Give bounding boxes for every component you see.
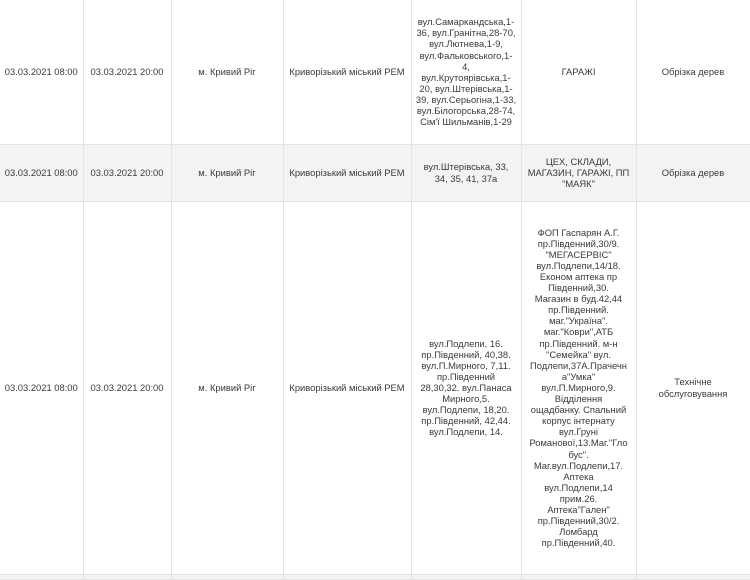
empty-cell	[283, 574, 411, 579]
reason-cell	[636, 201, 750, 574]
table-row	[0, 144, 750, 201]
cell-line: Технічне	[674, 376, 712, 388]
city-cell: м. Кривий Ріг	[171, 144, 283, 201]
rem-cell: Криворізький міський РЕМ	[283, 144, 411, 201]
cell-line: бус".	[568, 448, 589, 460]
cell-line: Ломбард	[559, 526, 598, 538]
cell-line: вул.Подлепи,14/18.	[536, 259, 621, 271]
end-time-cell: 03.03.2021 20:00	[83, 0, 171, 144]
cell-line: вул.Білогорська,28-74,	[416, 105, 516, 117]
cell-line: 36, вул.Гранітна,28-70,	[416, 27, 516, 39]
cell-line: Аптека"Гален"	[547, 503, 610, 515]
cell-line: пр.Південний,40.	[541, 537, 616, 549]
start-time-cell: 03.03.2021 08:00	[0, 0, 83, 144]
cell-line: 34, 35, 41, 37а	[434, 172, 498, 184]
cell-line: пр.Південний. м-н	[539, 337, 618, 349]
table-row	[0, 0, 750, 144]
cell-line: а"Умка"	[561, 370, 596, 382]
cell-line: Сім'ї Шильманів,1-29	[420, 116, 512, 128]
cell-line: пр.Південний,30/9.	[537, 237, 620, 249]
empty-cell	[171, 574, 283, 579]
cell-line: 20, вул.Штерівська,1-	[419, 82, 513, 94]
cell-line: вул.Подлепи,14	[544, 481, 613, 493]
cell-line: вул.Самаркандська,1-	[417, 16, 515, 28]
reason-cell	[636, 144, 750, 201]
empty-cell	[0, 574, 83, 579]
cell-line: ГАРАЖІ	[561, 66, 596, 78]
cell-line: маг."Коври",АТБ	[543, 326, 614, 338]
cell-line: МАГАЗИН, ГАРАЖІ, ПП	[527, 166, 630, 178]
cell-line: Обрізка дерев	[661, 66, 725, 78]
cell-line: вул.Подлепи, 14.	[429, 426, 503, 438]
city-cell: м. Кривий Ріг	[171, 201, 283, 574]
end-time-cell: 03.03.2021 20:00	[83, 201, 171, 574]
table-row	[0, 201, 750, 574]
cell-line: ЦЕХ, СКЛАДИ,	[545, 155, 612, 167]
cell-line: 28,30,32. вул.Панаса	[420, 381, 512, 393]
rem-cell: Криворізький міський РЕМ	[283, 0, 411, 144]
cell-line: вул.П.Мирного,9.	[541, 381, 616, 393]
cell-line: Південний,30.	[548, 282, 609, 294]
cell-line: маг."Україна".	[549, 315, 608, 327]
cell-line: Мирного,5.	[442, 393, 490, 405]
end-time-cell: 03.03.2021 20:00	[83, 144, 171, 201]
empty-cell	[636, 574, 750, 579]
cell-line: Подлепи,37А.Прачечн	[530, 359, 627, 371]
start-time-cell: 03.03.2021 08:00	[0, 201, 83, 574]
cell-line: Економ аптека пр	[539, 271, 618, 283]
cell-line: вул.Штерівська, 33,	[423, 161, 509, 173]
reason-cell	[636, 0, 750, 144]
cell-line: корпус інтернату	[542, 415, 615, 427]
cell-line: вул.Фальковського,1-	[419, 49, 513, 61]
start-time-cell: 03.03.2021 08:00	[0, 144, 83, 201]
objects-cell	[521, 0, 636, 144]
cell-line: Відділення	[554, 393, 603, 405]
cell-line: 4,	[462, 60, 470, 72]
cell-line: пр.Південний, 40,38.	[421, 348, 511, 360]
cell-line: обслуговування	[658, 387, 728, 399]
cell-line: Обрізка дерев	[661, 166, 725, 178]
city-cell: м. Кривий Ріг	[171, 0, 283, 144]
cell-line: вул.Груні	[559, 426, 598, 438]
cell-line: пр.Південний.	[548, 304, 609, 316]
cell-line: 39, вул.Серьогіна,1-33,	[415, 93, 517, 105]
cell-line: вул.Лютнева,1-9,	[429, 38, 503, 50]
cell-line: Романової,13.Маг."Гло	[529, 437, 628, 449]
cell-line: пр.Південний,30/2.	[537, 515, 620, 527]
streets-cell	[411, 0, 521, 144]
cell-line: ощадбанку. Спальний	[530, 404, 627, 416]
cell-line: Магазин в буд.42,44	[534, 293, 623, 305]
cell-line: Аптека	[563, 470, 594, 482]
cell-line: пр.Південний	[436, 370, 496, 382]
objects-cell	[521, 201, 636, 574]
cell-line: ФОП Гаспарян А.Г.	[537, 226, 620, 238]
cell-line: "МАЯК"	[562, 178, 595, 190]
cell-line: вул.П.Мирного, 7,11.	[421, 359, 511, 371]
cell-line: вул.Крутоярівська,1-	[421, 71, 511, 83]
table-row	[0, 574, 750, 579]
empty-cell	[521, 574, 636, 579]
streets-cell	[411, 201, 521, 574]
streets-cell	[411, 144, 521, 201]
empty-cell	[411, 574, 521, 579]
cell-line: Маг.вул.Подлепи,17.	[533, 459, 624, 471]
cell-line: "Семейка" вул.	[546, 348, 611, 360]
cell-line: прим.26.	[559, 492, 598, 504]
cell-line: вул.Подлепи, 16.	[429, 337, 503, 349]
empty-cell	[83, 574, 171, 579]
objects-cell	[521, 144, 636, 201]
rem-cell: Криворізький міський РЕМ	[283, 201, 411, 574]
cell-line: пр.Південний, 42,44.	[421, 415, 511, 427]
cell-line: вул.Подлепи, 18,20.	[422, 404, 510, 416]
cell-line: "МЕГАСЕРВІС"	[545, 248, 612, 260]
